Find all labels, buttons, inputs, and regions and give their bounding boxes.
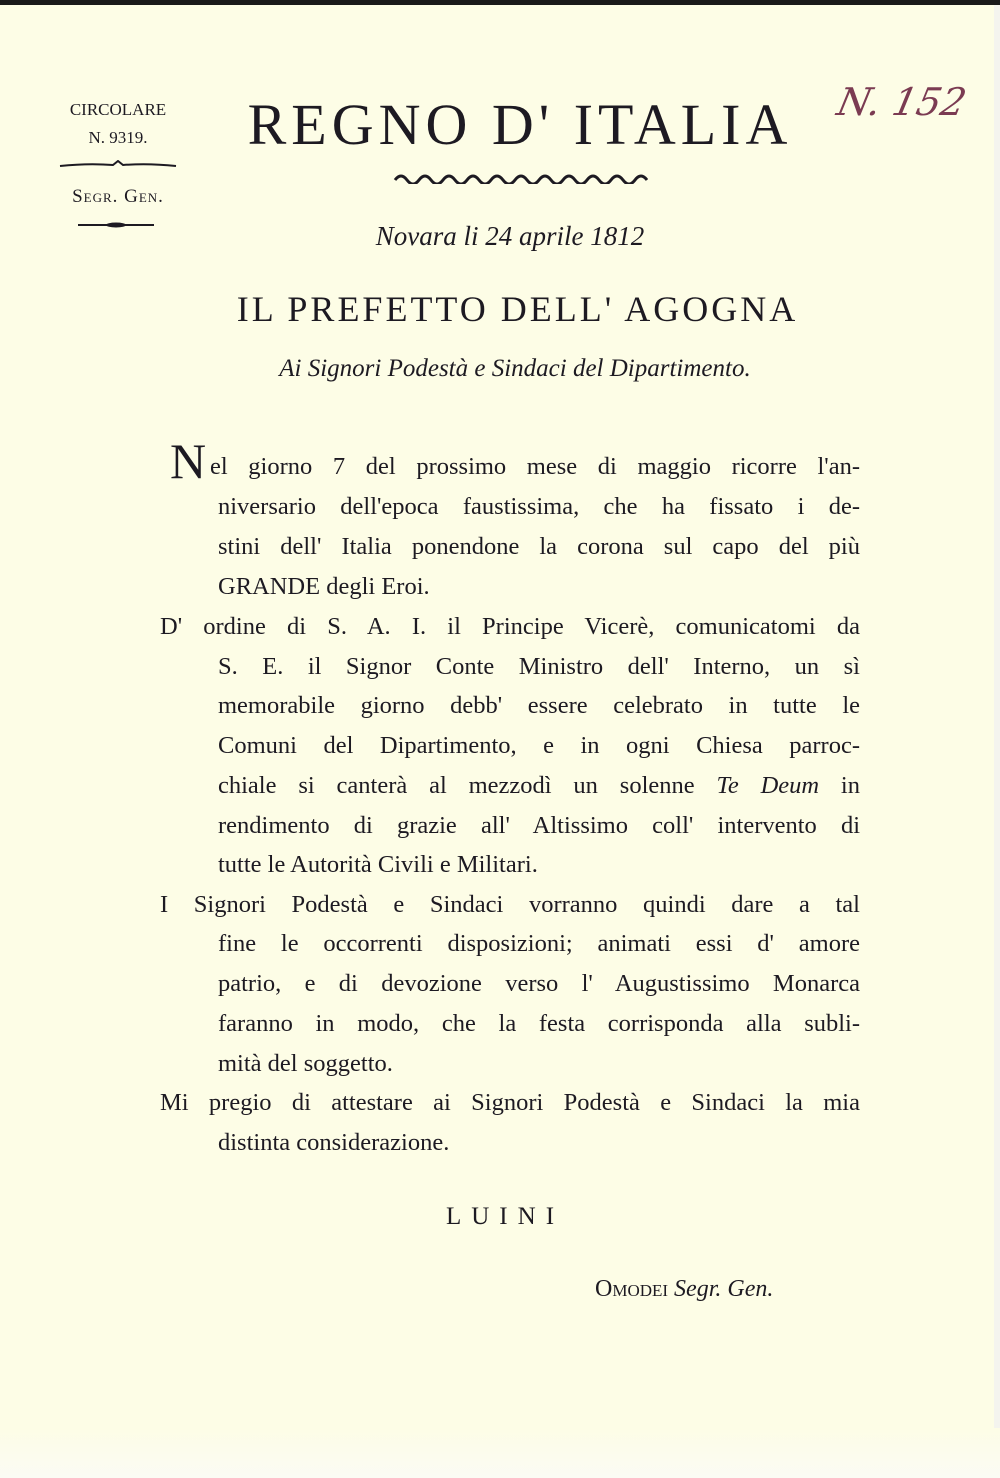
dateline: Novara li 24 aprile 1812: [375, 221, 645, 251]
scan-right-edge: [994, 5, 1000, 1478]
scan-bottom-edge: [0, 1428, 1000, 1478]
body-line: niversario dell'epoca faustissima, che ha fissato i de-: [218, 493, 860, 520]
body-line: stini dell' Italia ponendone la corona sul capo del più: [218, 533, 860, 560]
scan-top-border: [0, 0, 1000, 5]
issuer-heading: IL PREFETTO DELL' AGOGNA: [236, 289, 799, 329]
handwritten-note: N. 152: [833, 80, 971, 124]
body-line: memorabile giorno debb' essere celebrato in tutte le: [218, 692, 860, 719]
drop-cap: N: [170, 433, 207, 489]
circolare-number: N. 9319.: [88, 128, 148, 147]
body-line: tutte le Autorità Civili e Militari.: [218, 851, 538, 878]
secretariat-label: Segr. Gen.: [72, 186, 164, 207]
body-line: rendimento di grazie all' Altissimo coll' intervento di: [218, 812, 860, 839]
signature: LUINI: [445, 1203, 565, 1230]
body-line: D' ordine di S. A. I. il Principe Vicerè, comunicatomi da: [160, 613, 860, 640]
addressees: Ai Signori Podestà e Sindaci del Dipartimento.: [279, 355, 751, 382]
body-line: S. E. il Signor Conte Ministro dell' Interno, un sì: [218, 653, 860, 680]
page-title: REGNO D' ITALIA: [247, 92, 793, 157]
body-line: I Signori Podestà e Sindaci vorranno quindi dare a tal: [160, 891, 860, 918]
wave-ornament: [393, 170, 648, 184]
body-line: Mi pregio di attestare ai Signori Podestà e Sindaci la mia: [160, 1089, 860, 1116]
countersign-name: Omodei: [595, 1276, 669, 1302]
ornament-rule-2: [76, 221, 156, 229]
circolare-label: CIRCOLARE: [69, 100, 167, 119]
ornament-rule: [58, 160, 178, 170]
body-line: GRANDE degli Eroi.: [218, 573, 430, 600]
countersign-title: Segr. Gen.: [674, 1276, 774, 1302]
body-line: faranno in modo, che la festa corrisponda alla subli-: [218, 1010, 860, 1037]
body-line: patrio, e di devozione verso l' Augustissimo Monarca: [218, 970, 860, 997]
countersign: [595, 1276, 773, 1303]
body-line: mità del soggetto.: [218, 1050, 393, 1077]
body-line: chiale si canterà al mezzodì un solenne Te Deum in: [218, 772, 860, 799]
body-line: Comuni del Dipartimento, e in ogni Chiesa parroc-: [218, 732, 860, 759]
body-line: el giorno 7 del prossimo mese di maggio ricorre l'an-: [210, 453, 860, 480]
body-line: fine le occorrenti disposizioni; animati essi d' amore: [218, 930, 860, 957]
body-line: distinta considerazione.: [218, 1129, 450, 1156]
